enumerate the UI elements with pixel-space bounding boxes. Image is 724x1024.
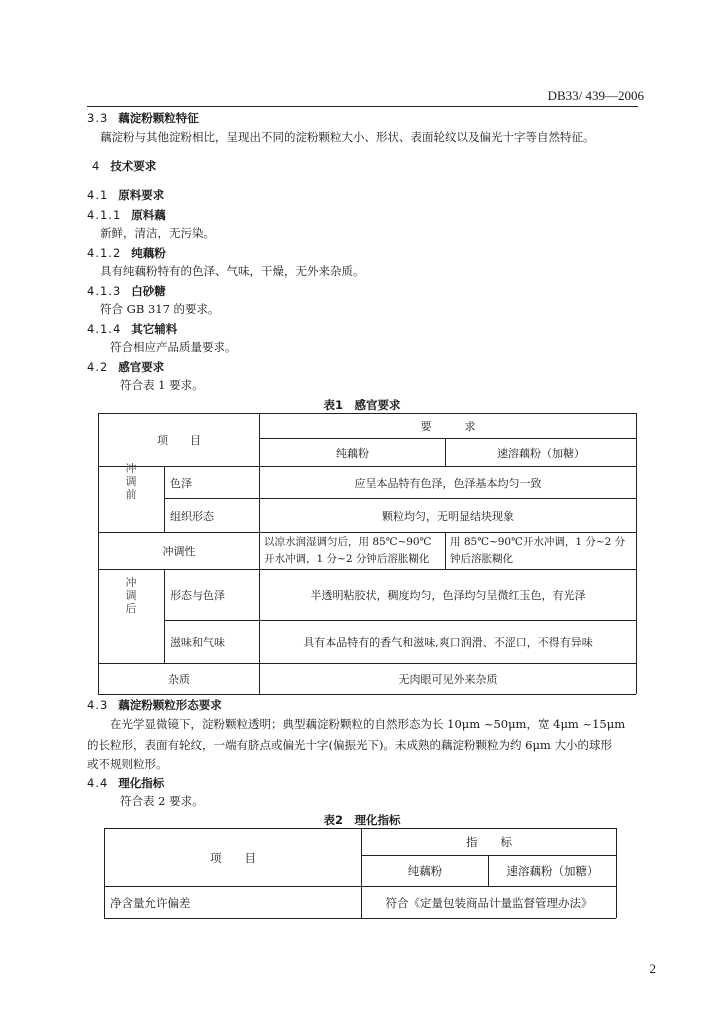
table-2-col-instant: 速溶藕粉（加糖）: [506, 864, 599, 878]
section-number: 4.1.1: [87, 208, 122, 222]
table-1-taste-value: 具有本品特有的香气和滋味,爽口润滑、不涩口，不得有异味: [303, 636, 593, 649]
section-number: 4.1: [87, 188, 109, 202]
section-number: 4.1.2: [87, 246, 122, 260]
section-4-2-heading: [87, 359, 164, 375]
table-1-brew-label: 冲调性: [162, 545, 196, 558]
section-4-2-text: 符合表 1 要求。: [120, 378, 204, 392]
section-number: 4.4: [87, 776, 109, 790]
section-title: 纯藕粉: [131, 246, 166, 260]
section-4-3-line-2: 的长粒形，表面有轮纹，一端有脐点或偏光十字(偏振光下)。未成熟的藕淀粉颗粒为约 6μm 大小的球形: [87, 738, 612, 752]
section-title: 原料藕: [131, 208, 166, 222]
table-1-item-header: 项 目: [157, 434, 201, 447]
section-title: 理化指标: [118, 776, 165, 790]
table-1-brew-instant: 用 85℃~90℃开水冲调，1 分~2 分钟后溶胀糊化: [450, 536, 626, 565]
table-2-row-1-value: 符合《定量包装商品计量监督管理办法》: [385, 895, 593, 910]
section-number: 4.1.3: [87, 284, 122, 298]
document-id: DB33/ 439—2006: [547, 88, 644, 103]
section-3-3-heading: [87, 110, 199, 126]
table-1-col-instant: 速溶藕粉（加糖）: [497, 446, 585, 460]
table-1-texture-label: 组织形态: [170, 509, 214, 523]
section-title: 藕淀粉颗粒特征: [118, 111, 199, 125]
section-4-1-4-text: 符合相应产品质量要求。: [110, 340, 237, 354]
section-4-heading: [92, 158, 156, 174]
table-1-impurity-value: 无肉眼可见外来杂质: [398, 673, 498, 686]
section-3-3-text: 藕淀粉与其他淀粉相比，呈现出不同的淀粉颗粒大小、形状、表面轮纹以及偏光十字等自然特征。: [100, 130, 595, 144]
table-1-color-value: 应呈本品特有色泽，色泽基本均匀一致: [354, 476, 542, 490]
section-4-1-3-heading: [87, 283, 166, 299]
table-1-col-pure: 纯藕粉: [336, 446, 369, 460]
table-1-brew-pure: 以凉水润湿调匀后，用 85℃~90℃开水冲调，1 分~2 分钟后溶胀糊化: [264, 536, 432, 565]
section-4-4-heading: [87, 775, 164, 791]
header-rule: [87, 106, 638, 107]
section-number: 4.3: [87, 698, 109, 712]
table-1-caption: 表1 感官要求: [323, 398, 401, 412]
section-4-1-heading: [87, 187, 164, 203]
section-title: 技术要求: [110, 159, 157, 173]
section-number: 3.3: [87, 111, 109, 125]
section-title: 原料要求: [118, 188, 165, 202]
table-2-caption: 表2 理化指标: [323, 813, 401, 827]
section-number: 4.1.4: [87, 322, 122, 336]
table-2-index-header: 指 标: [466, 835, 512, 849]
section-4-3-heading: [87, 697, 222, 713]
table-1-group-after: 冲调后: [125, 576, 137, 615]
section-4-4-text: 符合表 2 要求。: [120, 794, 204, 808]
section-4-3-line-1: 在光学显微镜下，淀粉颗粒透明；典型藕淀粉颗粒的自然形态为长 10μm ~50μm，宽 4μm ~15μm: [110, 717, 626, 731]
section-4-1-2-heading: [87, 245, 166, 261]
section-number: 4.2: [87, 360, 109, 374]
table-2-row-1-label: 净含量允许偏差: [110, 895, 191, 910]
section-title: 感官要求: [118, 360, 165, 374]
section-4-1-3-text: 符合 GB 317 的要求。: [100, 302, 220, 316]
section-4-1-1-heading: [87, 207, 166, 223]
section-number: 4: [92, 159, 101, 173]
section-4-1-2-text: 具有纯藕粉特有的色泽、气味，干燥，无外来杂质。: [100, 264, 365, 278]
table-1-taste-label: 滋味和气味: [170, 636, 225, 649]
section-title: 其它辅料: [131, 322, 178, 336]
table-1-shape-value: 半透明粘胶状，稠度均匀，色泽均匀呈微红玉色，有光泽: [310, 589, 586, 602]
section-title: 藕淀粉颗粒形态要求: [118, 698, 222, 712]
table-1-texture-value: 颗粒均匀，无明显结块现象: [382, 509, 514, 523]
table-1-group-before: 冲调前: [125, 462, 137, 501]
section-title: 白砂糖: [131, 284, 166, 298]
table-1-shape-label: 形态与色泽: [170, 589, 225, 602]
section-4-1-1-text: 新鲜，清洁，无污染。: [100, 226, 215, 240]
table-1-impurity-label: 杂质: [168, 673, 190, 686]
table-1-requirement-header: 要 求: [420, 420, 476, 433]
table-2-item-header: 项 目: [210, 850, 256, 865]
table-2-col-pure: 纯藕粉: [407, 864, 443, 878]
section-4-3-line-3: 或不规则粒形。: [87, 757, 168, 771]
table-1-color-label: 色泽: [170, 476, 192, 490]
page-number: 2: [649, 961, 656, 976]
section-4-1-4-heading: [87, 321, 177, 337]
